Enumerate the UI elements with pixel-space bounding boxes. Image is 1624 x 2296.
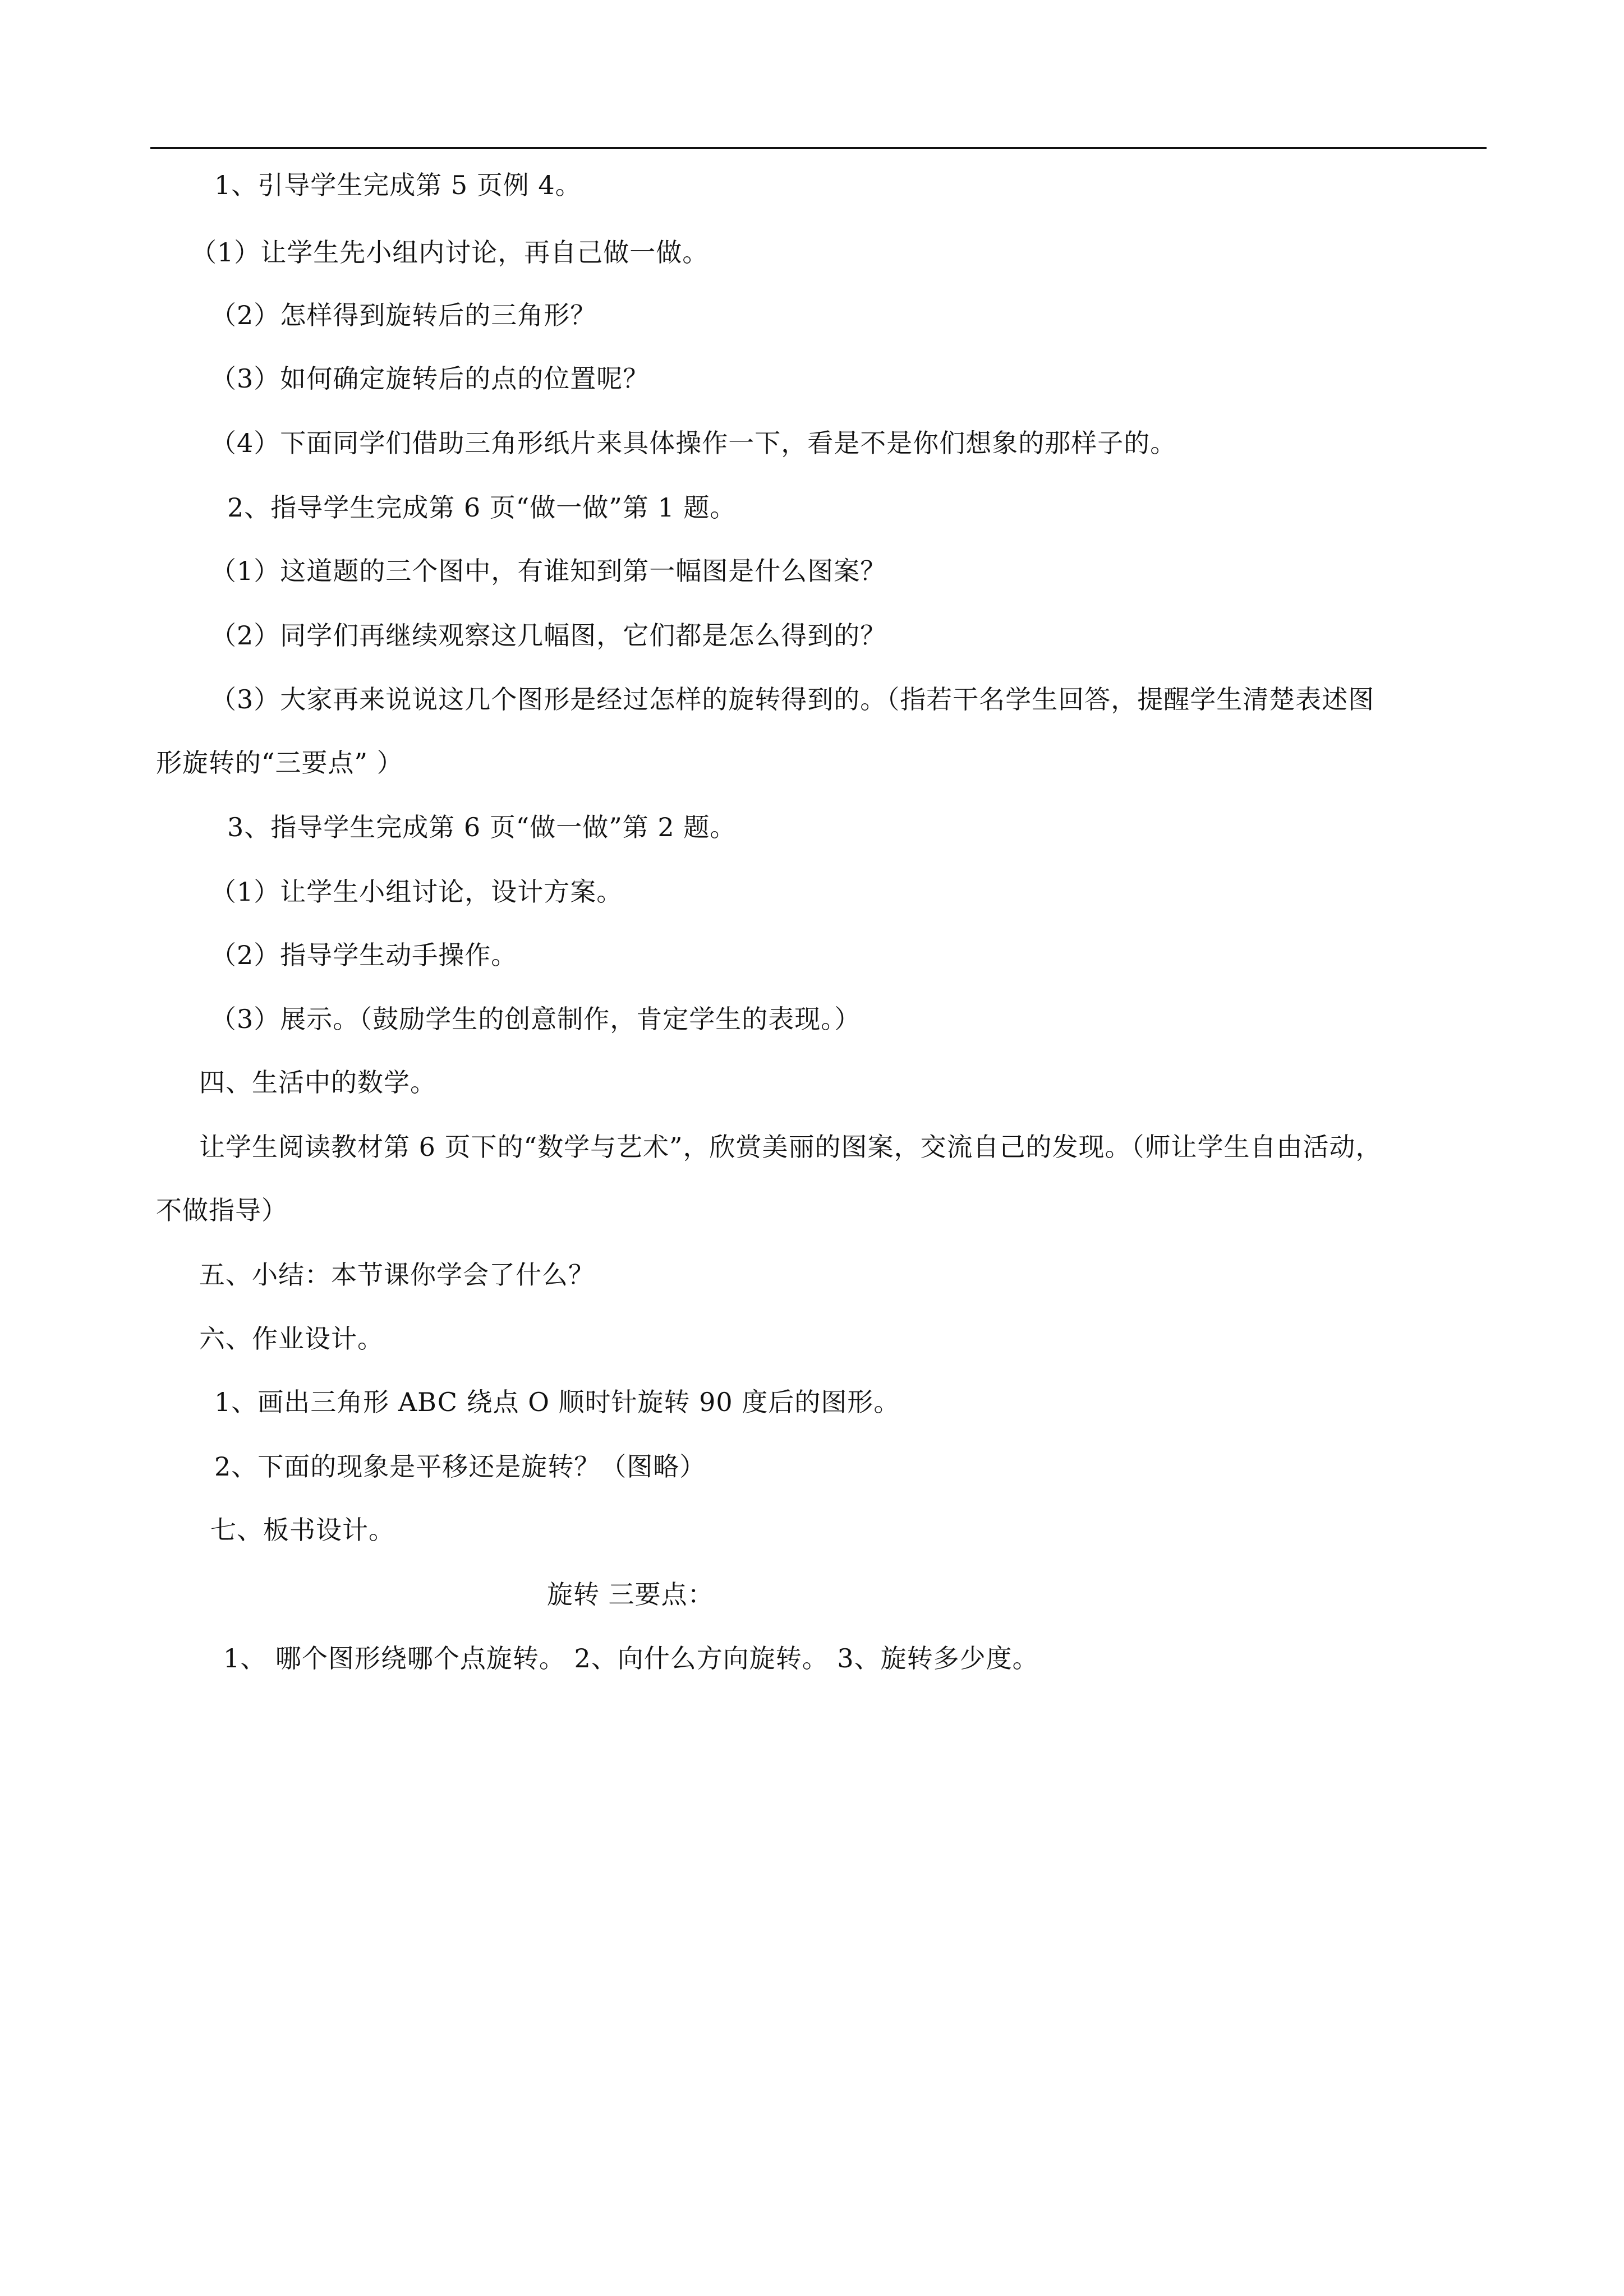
text-line: 四、生活中的数学。: [199, 1067, 436, 1098]
text-line: （2）同学们再继续观察这几幅图，它们都是怎么得到的？: [210, 620, 887, 651]
text-line: 五、小结：本节课你学会了什么？: [199, 1260, 595, 1290]
text-line: 旋转 三要点：: [547, 1579, 714, 1610]
text-line: 让学生阅读教材第 6 页下的“数学与艺术”，欣赏美丽的图案，交流自己的发现。（师让学生自由活动，: [199, 1132, 1382, 1162]
text-line: 1、 哪个图形绕哪个点旋转。 2、向什么方向旋转。 3、旋转多少度。: [223, 1643, 1039, 1673]
text-line: （3）大家再来说说这几个图形是经过怎样的旋转得到的。（指若干名学生回答，提醒学生清楚表述图: [210, 684, 1375, 714]
text-line: 1、画出三角形 ABC 绕点 O 顺时针旋转 90 度后的图形。: [214, 1387, 900, 1417]
text-line: 1、引导学生完成第 5 页例 4。: [214, 170, 582, 200]
text-line: 不做指导）: [156, 1195, 288, 1225]
text-line: 2、指导学生完成第 6 页“做一做”第 1 题。: [227, 492, 737, 523]
text-line: 2、下面的现象是平移还是旋转？（图略）: [214, 1451, 706, 1482]
text-line: （4）下面同学们借助三角形纸片来具体操作一下，看是不是你们想象的那样子的。: [210, 428, 1177, 458]
text-line: （2）怎样得到旋转后的三角形？: [210, 300, 597, 330]
header-rule: [150, 147, 1487, 149]
text-line: （1）让学生先小组内讨论，再自己做一做。: [191, 237, 709, 268]
text-line: 六、作业设计。: [199, 1324, 384, 1354]
text-line: （3）如何确定旋转后的点的位置呢？: [210, 363, 650, 394]
text-line: 3、指导学生完成第 6 页“做一做”第 2 题。: [227, 812, 737, 842]
text-line: （1）这道题的三个图中，有谁知到第一幅图是什么图案？: [210, 556, 887, 586]
text-line: （2）指导学生动手操作。: [210, 940, 518, 970]
text-line: 七、板书设计。: [210, 1515, 395, 1545]
text-line: （3）展示。（鼓励学生的创意制作，肯定学生的表现。）: [210, 1004, 861, 1034]
text-line: 形旋转的“三要点” ）: [156, 748, 403, 778]
text-line: （1）让学生小组讨论，设计方案。: [210, 877, 623, 907]
